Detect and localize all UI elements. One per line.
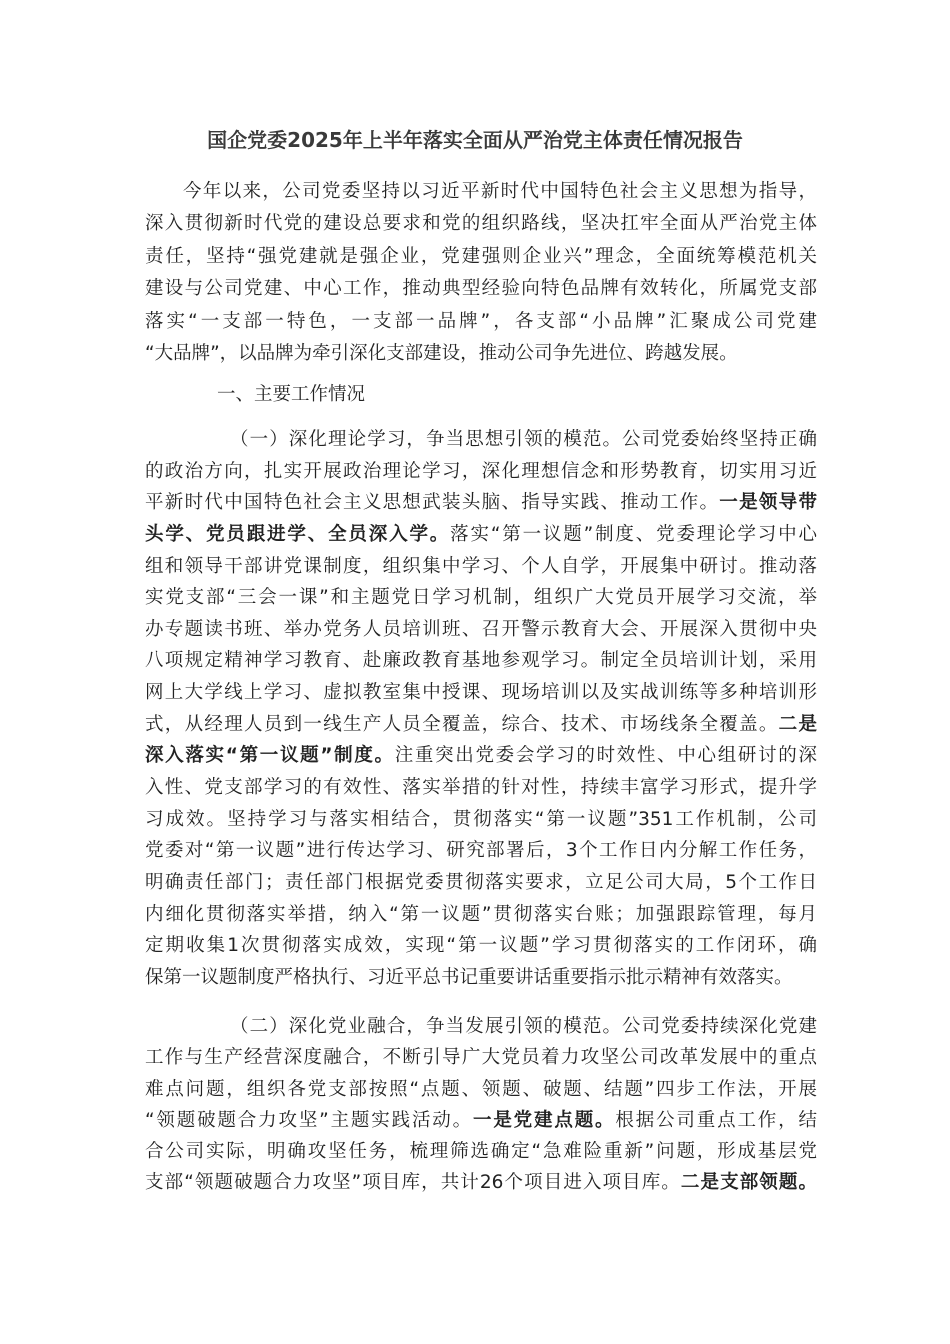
text-line: [145, 709, 817, 741]
paragraph-intro: [145, 176, 817, 370]
text-line: [145, 456, 817, 488]
bold-text: 二是: [778, 713, 817, 735]
text-line: [145, 804, 817, 836]
text-line: [145, 645, 817, 677]
text-line: [145, 582, 817, 614]
text-run: 网上大学线上学习、虚拟教室集中授课、现场培训以及实战训练等多种培训形: [145, 682, 817, 704]
paragraph-party-business-integration: [145, 1011, 817, 1199]
text-line: [145, 677, 817, 709]
text-run: 的政治方向，扎实开展政治理论学习，深化理想信念和形势教育，切实用习近: [145, 460, 817, 482]
text-run: 根据公司重点工作，结: [615, 1109, 817, 1131]
text-run: 内细化贯彻落实举措，纳入“第一议题”贯彻落实台账；加强跟踪管理，每月: [145, 903, 817, 925]
text-line: [145, 424, 817, 456]
text-line: [145, 551, 817, 583]
text-run: 办专题读书班、举办党务人员培训班、召开警示教育大会、开展深入贯彻中央: [145, 618, 817, 640]
text-run: 今年以来，公司党委坚持以习近平新时代中国特色社会主义思想为指导，: [183, 181, 817, 202]
bold-text: 二是支部领题。: [680, 1172, 817, 1194]
text-line: [145, 487, 817, 519]
text-line: [145, 899, 817, 931]
text-run: 实党支部“三会一课”和主题党日学习机制，组织广大党员开展学习交流，举: [145, 587, 817, 609]
text-line: [145, 740, 817, 772]
text-line: [145, 930, 817, 962]
document-title: 国企党委2025年上半年落实全面从严治党主体责任情况报告: [207, 128, 743, 152]
text-run: 入性、党支部学习的有效性、落实举措的针对性，持续丰富学习形式，提升学: [145, 777, 817, 799]
text-line: [145, 1074, 817, 1105]
bold-text: 一是党建点题。: [473, 1109, 616, 1131]
text-line: [145, 772, 817, 804]
text-line: [145, 1105, 817, 1136]
paragraph-theory-study: [145, 424, 817, 994]
text-run: 组和领导干部讲党课制度，组织集中学习、个人自学，开展集中研讨。推动落: [145, 555, 817, 577]
text-line: [145, 306, 817, 338]
text-run: 保第一议题制度严格执行、习近平总书记重要讲话重要指示批示精神有效落实。: [145, 966, 793, 988]
text-line: [145, 1136, 817, 1167]
text-run: 注重突出党委会学习的时效性、中心组研讨的深: [394, 745, 817, 767]
text-line: [145, 273, 817, 305]
text-run: 难点问题，组织各党支部按照“点题、领题、破题、结题”四步工作法，开展: [145, 1078, 817, 1100]
text-line: [145, 614, 817, 646]
text-run: （一）深化理论学习，争当思想引领的模范。公司党委始终坚持正确: [230, 429, 817, 450]
section-heading: 一、主要工作情况: [217, 384, 366, 405]
text-run: 八项规定精神学习教育、赴廉政教育基地参观学习。制定全员培训计划，采用: [145, 650, 817, 672]
text-run: “领题破题合力攻坚”主题实践活动。: [145, 1109, 473, 1131]
bold-text: 一是领导带: [719, 492, 817, 514]
bold-text: 深入落实“第一议题”制度。: [145, 745, 395, 767]
text-line: [145, 1042, 817, 1073]
text-line: [145, 867, 817, 899]
text-line: [145, 208, 817, 240]
text-run: 工作与生产经营深度融合，不断引导广大党员着力攻坚公司改革发展中的重点: [145, 1047, 817, 1069]
text-run: 定期收集1次贯彻落实成效，实现“第一议题”学习贯彻落实的工作闭环，确: [145, 935, 817, 957]
text-line: [145, 1167, 817, 1198]
text-line: [145, 338, 817, 370]
text-run: 支部“领题破题合力攻坚”项目库，共计26个项目进入项目库。: [145, 1172, 681, 1194]
text-run: 习成效。坚持学习与落实相结合，贯彻落实“第一议题”351工作机制，公司: [145, 808, 817, 830]
text-run: 落实“第一议题”制度、党委理论学习中心: [450, 523, 817, 545]
text-line: [145, 835, 817, 867]
text-run: 责任，坚持“强党建就是强企业，党建强则企业兴”理念，全面统筹模范机关: [145, 245, 817, 267]
text-run: “大品牌”，以品牌为牵引深化支部建设，推动公司争先进位、跨越发展。: [145, 342, 738, 364]
text-run: 落实“一支部一特色，一支部一品牌”，各支部“小品牌”汇聚成公司党建: [145, 310, 817, 332]
text-run: 党委对“第一议题”进行传达学习、研究部署后，3个工作日内分解工作任务，: [145, 840, 817, 862]
text-run: （二）深化党业融合，争当发展引领的模范。公司党委持续深化党建: [230, 1016, 817, 1037]
text-run: 合公司实际，明确攻坚任务，梳理筛选确定“急难险重新”问题，形成基层党: [145, 1141, 817, 1163]
bold-text: 头学、党员跟进学、全员深入学。: [145, 523, 451, 545]
text-run: 式，从经理人员到一线生产人员全覆盖，综合、技术、市场线条全覆盖。: [145, 713, 779, 735]
text-line: [145, 519, 817, 551]
text-run: 平新时代中国特色社会主义思想武装头脑、指导实践、推动工作。: [145, 492, 720, 514]
text-line: [145, 241, 817, 273]
text-line: [145, 962, 817, 994]
text-run: 建设与公司党建、中心工作，推动典型经验向特色品牌有效转化，所属党支部: [145, 278, 817, 300]
text-run: 深入贯彻新时代党的建设总要求和党的组织路线，坚决扛牢全面从严治党主体: [145, 213, 817, 235]
text-line: [145, 1011, 817, 1042]
text-run: 明确责任部门；责任部门根据党委贯彻落实要求，立足公司大局，5个工作日: [145, 871, 817, 893]
text-line: [145, 176, 817, 208]
